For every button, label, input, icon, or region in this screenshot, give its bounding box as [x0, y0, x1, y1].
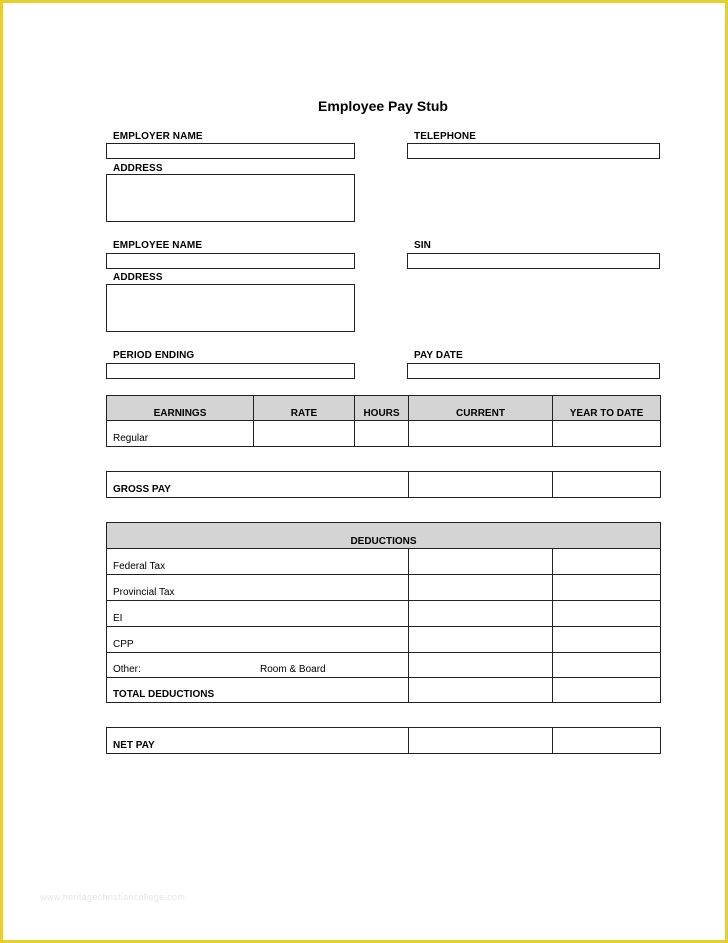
- telephone-label: TELEPHONE: [414, 131, 477, 142]
- other-deduction-cell: [107, 653, 409, 678]
- gross-pay-current-cell[interactable]: [409, 472, 553, 498]
- table-row: [107, 627, 661, 653]
- employee-address-label: ADDRESS: [113, 272, 163, 283]
- total-deductions-ytd-cell[interactable]: [553, 678, 661, 703]
- table-row: [107, 678, 661, 703]
- federal-tax-current-cell[interactable]: [409, 549, 553, 575]
- period-ending-label: PERIOD ENDING: [113, 350, 195, 361]
- table-row: [107, 601, 661, 627]
- employer-name-label: EMPLOYER NAME: [113, 131, 203, 142]
- sin-field[interactable]: [407, 253, 660, 269]
- employee-name-label: EMPLOYEE NAME: [113, 240, 203, 251]
- provincial-tax-ytd-cell[interactable]: [553, 575, 661, 601]
- regular-rate-cell[interactable]: [254, 421, 355, 447]
- total-deductions-current-cell[interactable]: [409, 678, 553, 703]
- regular-label: Regular: [107, 421, 254, 447]
- ei-current-cell[interactable]: [409, 601, 553, 627]
- net-pay-ytd-cell[interactable]: [553, 728, 661, 754]
- other-label: Other:: [113, 664, 141, 675]
- provincial-tax-current-cell[interactable]: [409, 575, 553, 601]
- cpp-current-cell[interactable]: [409, 627, 553, 653]
- page-title: Employee Pay Stub: [318, 98, 448, 114]
- regular-ytd-cell[interactable]: [553, 421, 661, 447]
- deductions-table: [106, 522, 661, 703]
- federal-tax-ytd-cell[interactable]: [553, 549, 661, 575]
- sin-label: SIN: [414, 240, 431, 251]
- cpp-label: CPP: [107, 627, 409, 653]
- year-to-date-header: YEAR TO DATE: [553, 396, 661, 421]
- cpp-ytd-cell[interactable]: [553, 627, 661, 653]
- other-ytd-cell[interactable]: [553, 653, 661, 678]
- provincial-tax-label: Provincial Tax: [107, 575, 409, 601]
- pay-date-field[interactable]: [407, 363, 660, 379]
- total-deductions-label: TOTAL DEDUCTIONS: [107, 678, 409, 703]
- pay-date-label: PAY DATE: [414, 350, 463, 361]
- earnings-table: [106, 395, 661, 447]
- net-pay-label: NET PAY: [107, 728, 409, 754]
- hours-header: HOURS: [355, 396, 409, 421]
- regular-hours-cell[interactable]: [355, 421, 409, 447]
- employer-name-field[interactable]: [106, 143, 355, 159]
- current-header: CURRENT: [409, 396, 553, 421]
- federal-tax-label: Federal Tax: [107, 549, 409, 575]
- period-ending-field[interactable]: [106, 363, 355, 379]
- deductions-header-row: [107, 523, 661, 549]
- telephone-field[interactable]: [407, 143, 660, 159]
- table-row: [107, 549, 661, 575]
- deductions-header: DEDUCTIONS: [107, 523, 661, 549]
- table-row: [107, 472, 661, 498]
- regular-current-cell[interactable]: [409, 421, 553, 447]
- gross-pay-ytd-cell[interactable]: [553, 472, 661, 498]
- table-row: [107, 653, 661, 678]
- gross-pay-table: [106, 471, 661, 498]
- ei-label: EI: [107, 601, 409, 627]
- other-current-cell[interactable]: [409, 653, 553, 678]
- other-value: Room & Board: [260, 664, 326, 675]
- earnings-header-row: [107, 396, 661, 421]
- net-pay-current-cell[interactable]: [409, 728, 553, 754]
- watermark-text: www.heritagechristiancollege.com: [40, 892, 186, 902]
- employer-address-field[interactable]: [106, 174, 355, 222]
- employee-name-field[interactable]: [106, 253, 355, 269]
- rate-header: RATE: [254, 396, 355, 421]
- table-row: [107, 575, 661, 601]
- employee-address-field[interactable]: [106, 284, 355, 332]
- gross-pay-label: GROSS PAY: [107, 472, 409, 498]
- table-row: [107, 728, 661, 754]
- net-pay-table: [106, 727, 661, 754]
- earnings-header: EARNINGS: [107, 396, 254, 421]
- employer-address-label: ADDRESS: [113, 163, 163, 174]
- table-row: [107, 421, 661, 447]
- ei-ytd-cell[interactable]: [553, 601, 661, 627]
